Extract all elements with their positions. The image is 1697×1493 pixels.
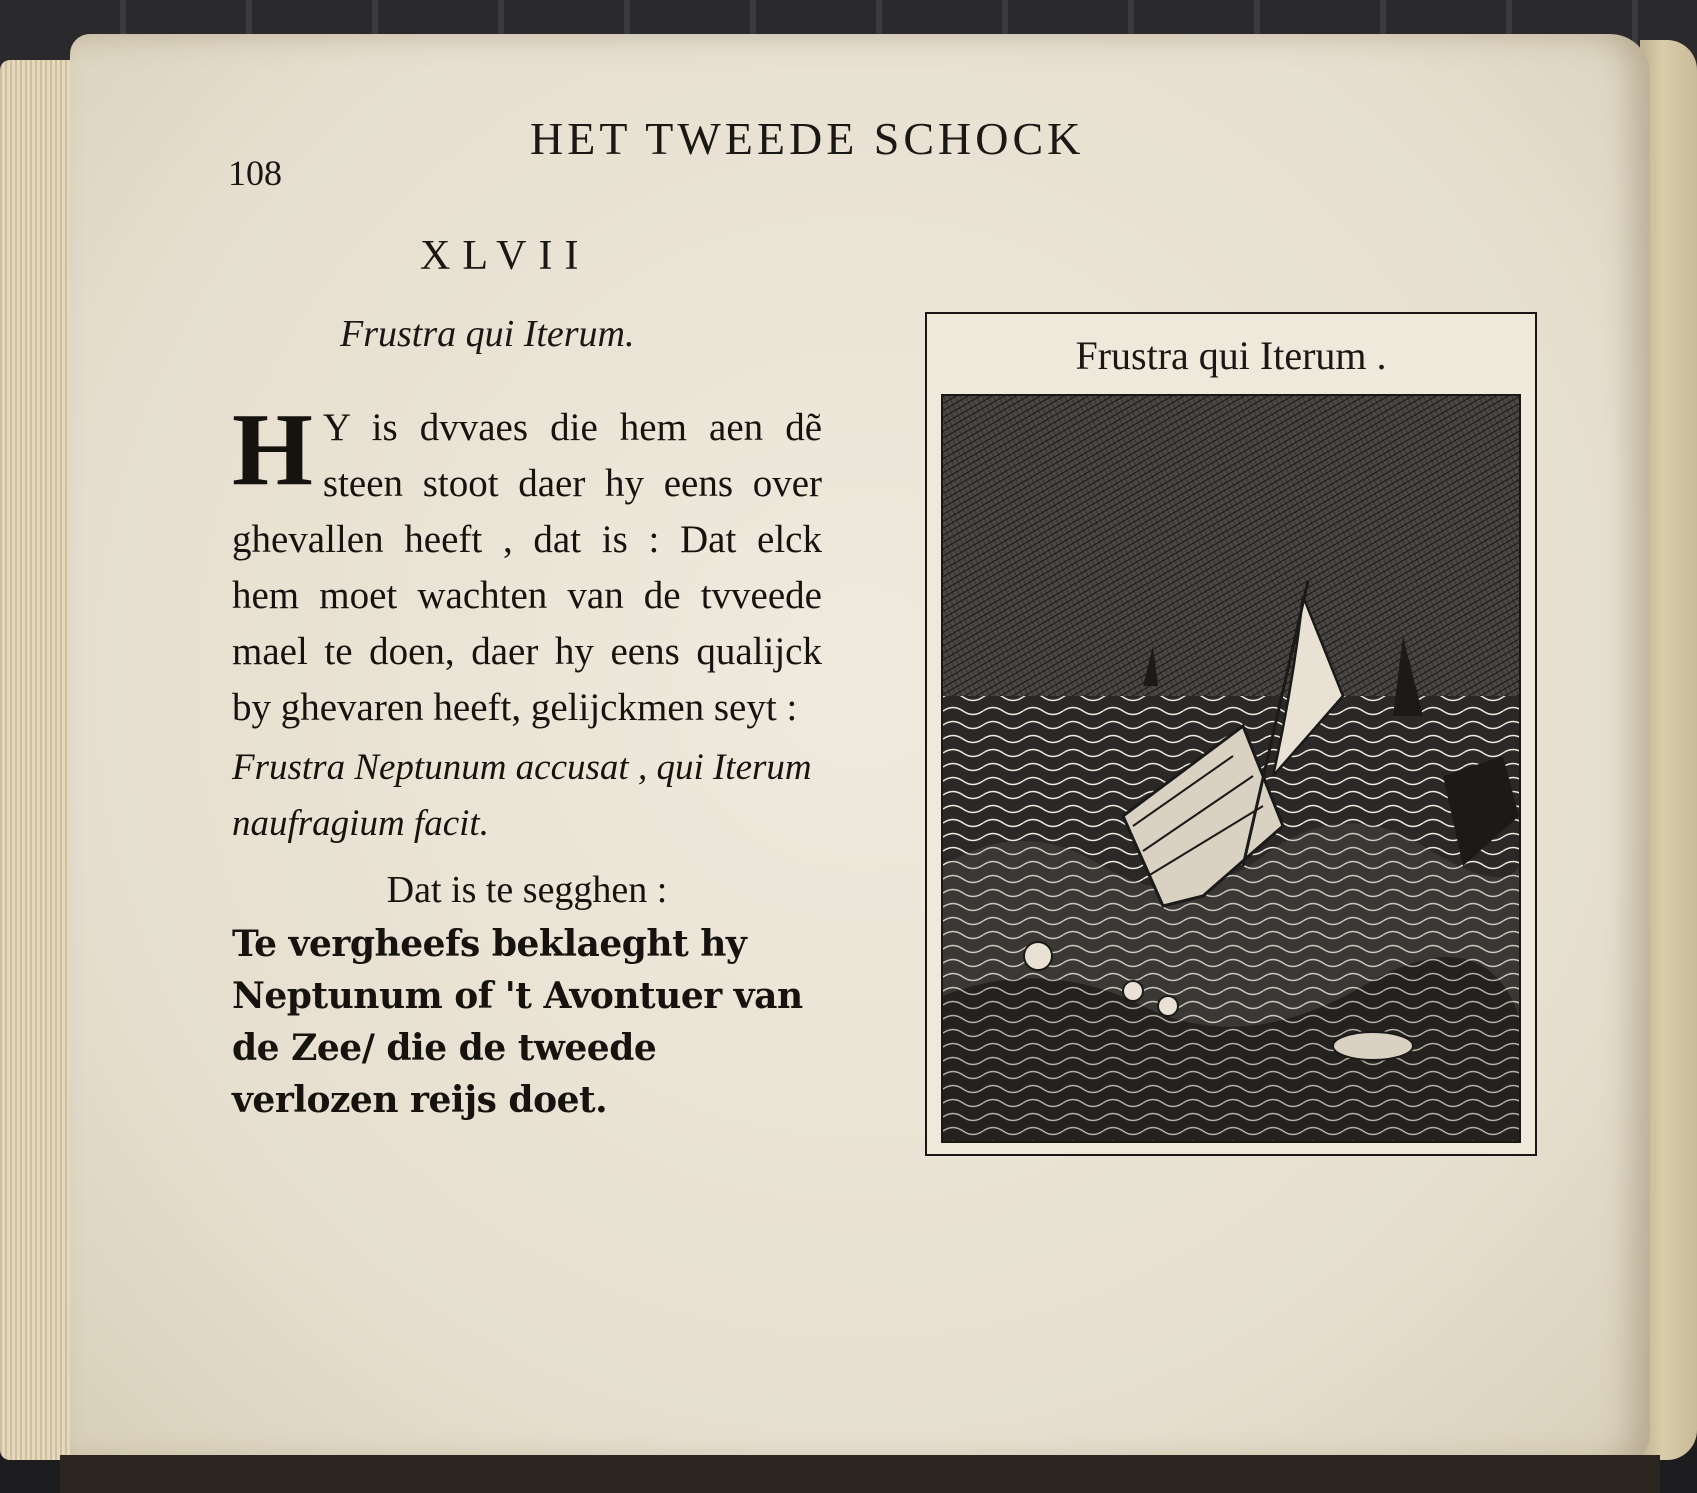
- emblem-caption: Frustra qui Iterum .: [1075, 333, 1387, 378]
- motto: Frustra qui Iterum.: [340, 313, 635, 355]
- emblem-frame: [925, 312, 1537, 1156]
- body-paragraph: [232, 392, 822, 736]
- page-number: 108: [228, 153, 282, 193]
- chapter-numeral: XLVII: [420, 233, 591, 279]
- translation-intro: Dat is te segghen :: [386, 869, 668, 911]
- drop-cap: H: [232, 392, 313, 507]
- shipwreck-engraving: [941, 394, 1521, 1143]
- bottom-shadow: [60, 1455, 1660, 1493]
- dutch-translation: Te vergheefs beklaeght hy Neptunum of 't Avontuer van de Zee/ die de tweede verlozen reijs doet.: [232, 923, 803, 1121]
- text-block: [232, 392, 822, 1126]
- latin-quote: Frustra Neptunum accusat , qui Iterum naufragium facit.: [232, 747, 812, 844]
- body-text: Y is dvvaes die hem aen dẽ steen stoot daer hy eens over ghevallen heeft , dat is : Dat elck hem moet wachten van de tvveede mael te doen, daer hy eens qualijck by ghevaren heeft, gelijckmen seyt :: [232, 406, 822, 729]
- running-head: HET TWEEDE SCHOCK: [530, 113, 1085, 164]
